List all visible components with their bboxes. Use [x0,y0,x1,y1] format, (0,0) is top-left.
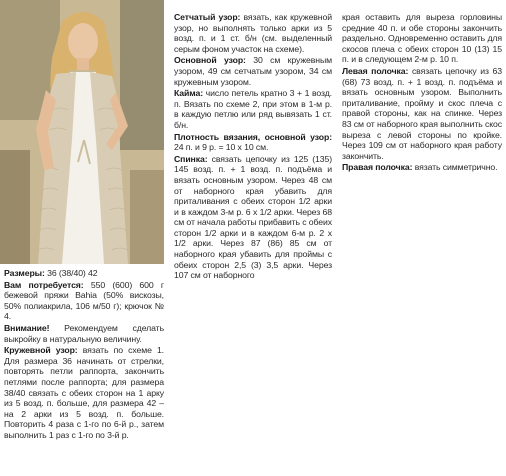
label-left-front: Левая полочка: [342,65,409,76]
paragraph [4,268,164,279]
gauge-text: 24 п. и 9 р. = 10 x 10 см. [174,142,269,153]
label-lace-pattern: Кружевной узор: [4,345,78,356]
sizes-text: 36 (38/40) 42 [44,268,98,278]
left-front-text: связать цепочку из 63 (68) 73 возд. п. + 1 возд. п. подъёма и вязать основным узором. Выполнить приталивание, пройму и скос плеча с правой стороны, как на спинке. Через 83 см от наборного края выполнить скос выреза с левой стороны по кройке. Через 109 см от наборного края работу закончить. [342,65,503,161]
text-column-3 [342,12,502,174]
text-column-1 [4,268,164,442]
paragraph [342,162,502,173]
paragraph [174,12,332,54]
lace-pattern-text: вязать по схеме 1. Для размера 36 начинать от стрелки, повторять петли раппорта, закончить петлями после раппорта; для размера 38/40 связать с обеих сторон на 1 арку из 5 возд. п. больше, для размера 42 – на 2 арки из 5 возд. п. больше. Повторить 4 раза с 1-го по 6-й р., затем выполнить 1 раз с 1-го по 3-й р. [4,345,164,440]
model-illustration-icon [0,0,164,264]
label-sizes: Размеры: [4,268,45,278]
label-mesh-pattern: Сетчатый узор: [174,12,241,22]
paragraph [342,12,502,65]
paragraph [4,323,164,344]
back-continued-text: края оставить для выреза горловины средние 40 п. и обе стороны закончить раздельно. Одновременно оставить для скосов плеча с обеих сторон 10 (13) 15 п. и в следующем 2-м р. 10 п. [342,12,502,65]
main-pattern-text: 30 см кружевным узором, 49 см сетчатым узором, 34 см кружевным узором. [174,55,333,87]
paragraph [174,154,332,281]
label-right-front: Правая полочка: [342,162,413,173]
paragraph [4,280,164,322]
label-main-pattern: Основной узор: [174,55,246,66]
mesh-pattern-text: вязать, как кружевной узор, но выполнять только арки из 5 возд. п. и 1 ст. б/н (см. выделенный серым фоном участок на схеме). [174,12,332,54]
paragraph [4,345,164,440]
edging-text: число петель кратно 3 + 1 возд. п. Вязать по схеме 2, при этом в 1-м р. в каждую петлю или ряд вывязать 1 ст. б/н. [174,88,332,130]
label-back: Спинка: [174,153,208,164]
back-text: связать цепочку из 125 (135) 145 возд. п. + 1 возд. п. подъёма и вязать основным узором. Через 48 см от наборного края убавить для приталивания с обеих сторон 1/2 арки и в каждом 3-м р. 6 x 1/2 арки. Через 68 см от начала работы прибавить с обеих сторон 1/2 арки и в каждом 6-м р. 2 x 1/2 арки. Через 87 (86) 85 см от наборного края убавить для проймы с обеих сторон 2,5 (3) 3,5 арки. Через 107 см от наборного [174,153,332,281]
materials-text: 550 (600) 600 г бежевой пряжи Bahia (50% вискозы, 50% полиакрила, 106 м/50 г); крючок № 4. [4,279,164,322]
paragraph [174,55,332,87]
attention-text: Рекомендуем сделать выкройку в натуральную величину. [4,322,164,344]
model-photo [0,0,164,264]
paragraph [342,66,502,161]
label-materials: Вам потребуется: [4,279,84,290]
text-column-2 [174,12,332,282]
label-attention: Внимание! [4,322,50,333]
paragraph [174,88,332,130]
label-edging: Кайма: [174,88,204,99]
paragraph [174,132,332,153]
label-gauge: Плотность вязания, основной узор: [174,131,332,142]
right-front-text: вязать симметрично. [412,162,498,173]
